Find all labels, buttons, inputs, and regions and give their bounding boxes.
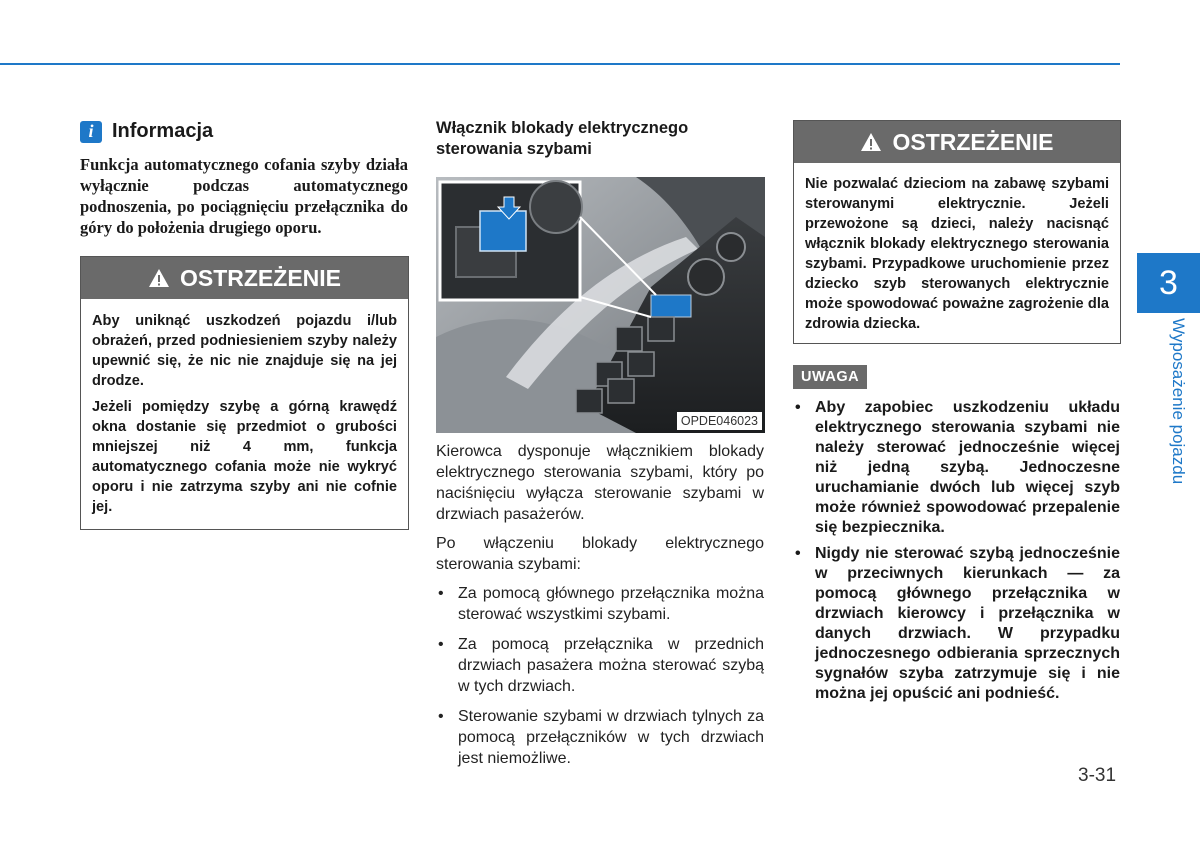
warning-box-right [793,120,1121,344]
list-item: • Sterowanie szybami w drzwiach tylnych za pomocą przełączników w tych drzwiach jest niemożliwe. [436,706,764,769]
info-title: Informacja [112,120,214,142]
warning-header-left [81,257,408,299]
list-item: • Nigdy nie sterować szybą jednocześnie w przeciwnych kierunkach — za pomocą głównego przełącznika w drzwiach kierowcy i przełącznika w danych drzwiach. W przypadku jednoczesnego odbierania sprzecznych sygnałów szyba zatrzymuje się i nie można jej opuścić ani podnieść. [793,544,1120,704]
warning-header-right [794,121,1120,163]
section-heading: Włącznik blokady elektrycznego sterowania szybami [436,119,689,158]
list-item: • Aby zapobiec uszkodzeniu układu elektrycznego sterowania szybami nie należy sterować jednocześnie więcej niż jedną szybą. Jednoczesne uruchamianie dwóch lub więcej szyb może również spowodować przepalenie się bezpiecznika. [793,398,1120,538]
warning-body-right: Nie pozwalać dzieciom na zabawę szybami sterowanymi elektrycznie. Jeżeli przewożone są dzieci, należy nacisnąć włącznik blokady elektrycznego sterowania szybami. Przypadkowe uruchomienie przez dziecko szyb sterowanych elektrycznie może spowodować poważne zagrożenie dla zdrowia dziecka. [805,176,1109,332]
list-item: • Za pomocą przełącznika w przednich drzwiach pasażera można sterować szybą w tych drzwiach. [436,634,764,697]
warning-title-right: OSTRZEŻENIE [892,128,1054,155]
warning-left-paragraph: Aby uniknąć uszkodzeń pojazdu i/lub obrażeń, przed podniesieniem szyby należy upewnić się, że nic nie znajduje się na jej drodze. [92,313,397,389]
warning-left-paragraph: Jeżeli pomiędzy szybę a górną krawędź okna dostanie się przedmiot o grubości mniejszej niż 4 mm, funkcja automatycznego cofania może nie wykryć oporu i nie zatrzyma szyby ani nie cofnie jej. [92,399,397,515]
warning-body-left [81,299,408,517]
info-icon: i [80,121,102,143]
warning-triangle-icon [860,132,882,152]
info-heading [80,120,213,143]
caution-list [793,398,1120,710]
door-switch-figure [436,177,765,433]
chapter-title: Wyposażenie pojazdu [1169,318,1188,485]
caution-badge: UWAGA [793,365,867,389]
chapter-tab: 3 [1137,253,1200,313]
section-paragraph: Po włączeniu blokady elektrycznego sterowania szybami: [436,535,764,573]
section-text [436,441,764,778]
door-panel-illustration [436,177,765,433]
warning-triangle-icon [148,268,170,288]
warning-title-left: OSTRZEŻENIE [179,264,341,291]
page-number: 3-31 [1078,765,1117,786]
figure-code: OPDE046023 [677,412,762,430]
chapter-title-wrap [1168,318,1188,508]
top-rule [0,63,1120,65]
section-bullet-list [436,583,764,769]
list-item: • Za pomocą głównego przełącznika można sterować wszystkimi szybami. [436,583,764,625]
info-body: Funkcja automatycznego cofania szyby działa wyłącznie podczas automatycznego podnoszenia, po pociągnięciu przełącznika do góry do położenia drugiego oporu. [80,155,408,237]
warning-box-left [80,256,409,530]
section-paragraph: Kierowca dysponuje włącznikiem blokady elektrycznego sterowania szybami, który po naciśnięciu wyłącza sterowanie szybami w drzwiach pasażerów. [436,443,764,523]
